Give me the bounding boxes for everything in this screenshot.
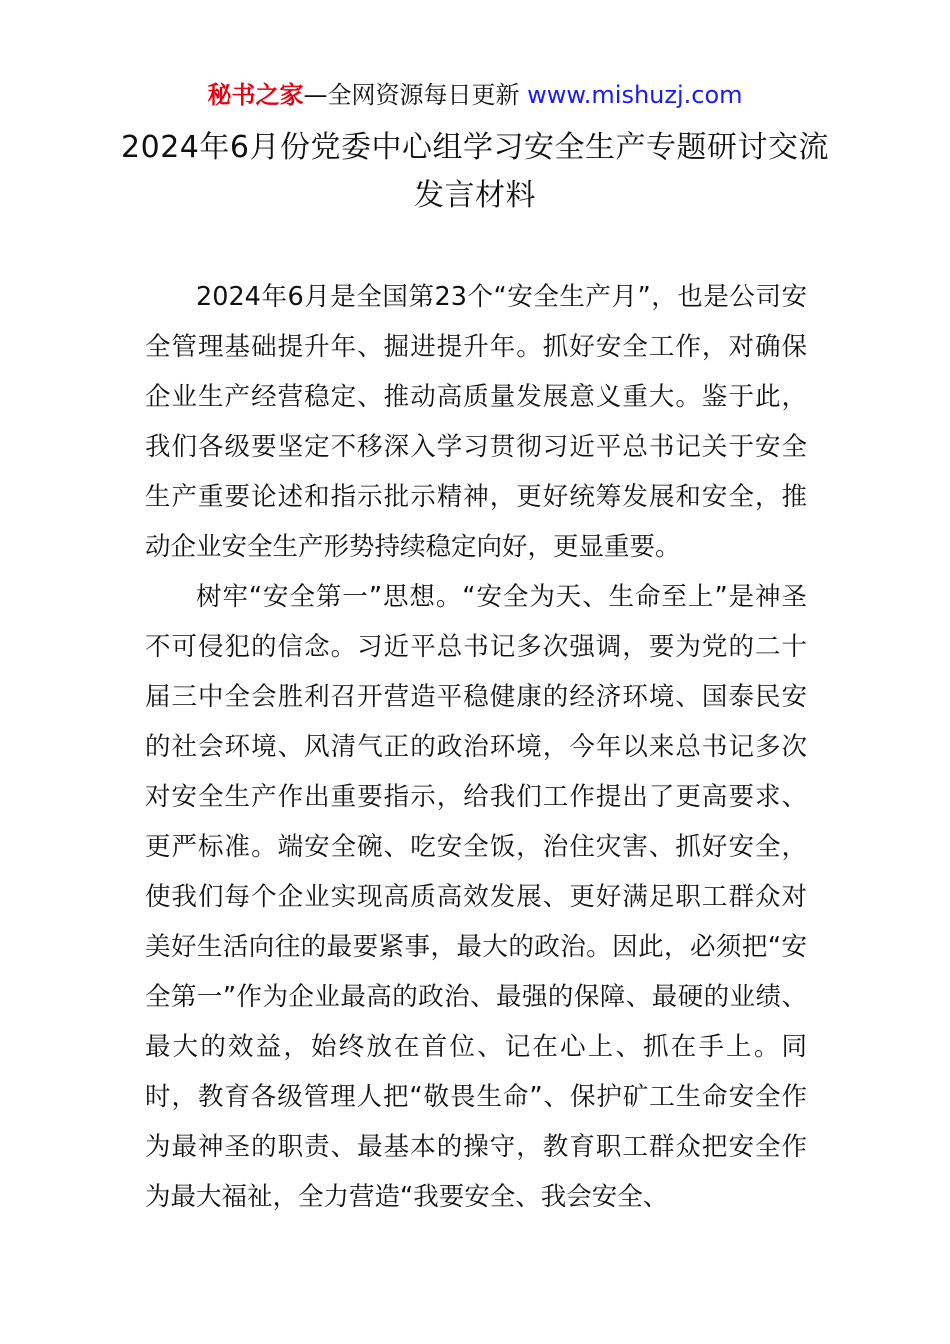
paragraph-safety-first: 树牢“安全第一”思想。“安全为天、生命至上”是神圣不可侵犯的信念。习近平总书记多次强调，要为党的二十届三中全会胜利召开营造平稳健康的经济环境、国泰民安的社会环境、风清气正的政治环境，今年以来总书记多次对安全生产作出重要指示，给我们工作提出了更高要求、更严标准。端安全碗、吃安全饭，治住灾害、抓好安全，使我们每个企业实现高质高效发展、更好满足职工群众对美好生活向往的最要紧事，最大的政治。因此，必须把“安全第一”作为企业最高的政治、最强的保障、最硬的业绩、最大的效益，始终放在首位、记在心上、抓在手上。同时，教育各级管理人把“敬畏生命”、保护矿工生命安全作为最神圣的职责、最基本的操守，教育职工群众把安全作为最大福祉，全力营造“我要安全、我会安全、 <box>145 582 807 1212</box>
document-body <box>145 272 807 1222</box>
site-brand: 秘书之家 <box>207 81 304 109</box>
site-url-link[interactable]: www.mishuzj.com <box>527 81 743 109</box>
document-title: 2024年6月份党委中心组学习安全生产专题研讨交流发言材料 <box>121 130 829 213</box>
site-tagline: —全网资源每日更新 <box>303 81 528 109</box>
paragraph-intro: 2024年6月是全国第23个“安全生产月”，也是公司安全管理基础提升年、掘进提升年。抓好安全工作，对确保企业生产经营稳定、推动高质量发展意义重大。鉴于此，我们各级要坚定不移深入学习贯彻习近平总书记关于安全生产重要论述和指示批示精神，更好统筹发展和安全，推动企业安全生产形势持续稳定向好，更显重要。 <box>145 282 807 562</box>
site-header <box>0 78 950 112</box>
